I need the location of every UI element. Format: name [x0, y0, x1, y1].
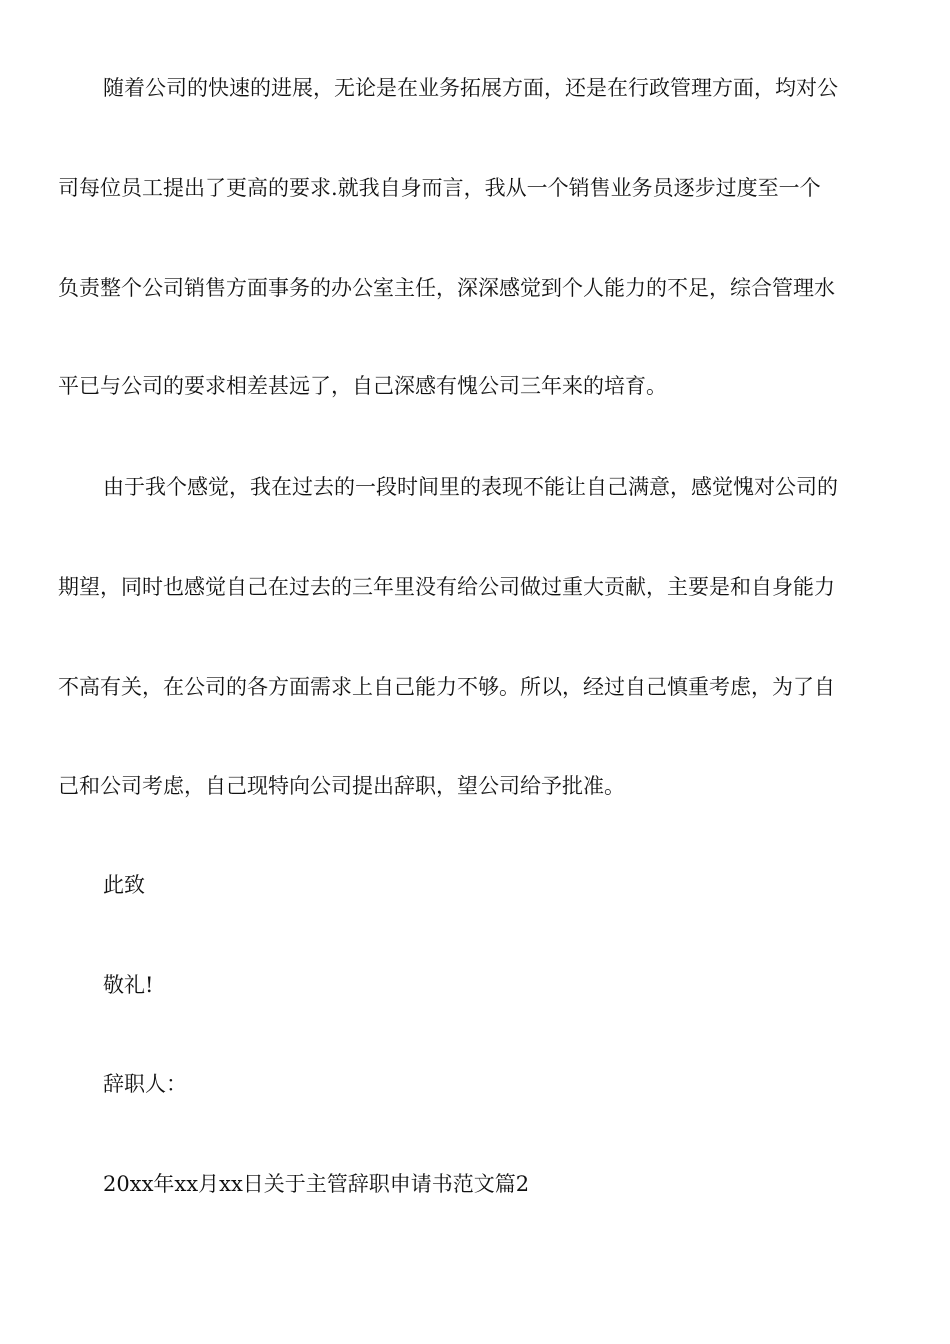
paragraph2-line4: 己和公司考虑，自己现特向公司提出辞职，望公司给予批准。	[58, 774, 625, 798]
paragraph2-line1: 由于我个感觉，我在过去的一段时间里的表现不能让自己满意，感觉愧对公司的	[103, 475, 838, 499]
signer-label: 辞职人：	[103, 1072, 187, 1096]
date-and-title-line: 20xx年xx月xx日关于主管辞职申请书范文篇2	[103, 1172, 530, 1196]
paragraph1-line1: 随着公司的快速的进展，无论是在业务拓展方面，还是在行政管理方面，均对公	[103, 76, 838, 100]
closing-salutation: 此致	[103, 873, 145, 897]
paragraph1-line4: 平已与公司的要求相差甚远了，自己深感有愧公司三年来的培育。	[58, 374, 667, 398]
paragraph1-line2: 司每位员工提出了更高的要求.就我自身而言，我从一个销售业务员逐步过度至一个	[58, 176, 821, 200]
paragraph2-line2: 期望，同时也感觉自己在过去的三年里没有给公司做过重大贡献，主要是和自身能力	[58, 575, 835, 599]
paragraph2-line3: 不高有关，在公司的各方面需求上自己能力不够。所以，经过自己慎重考虑，为了自	[58, 675, 835, 699]
paragraph1-line3: 负责整个公司销售方面事务的办公室主任，深深感觉到个人能力的不足，综合管理水	[58, 276, 835, 300]
closing-regards: 敬礼!	[103, 973, 154, 997]
